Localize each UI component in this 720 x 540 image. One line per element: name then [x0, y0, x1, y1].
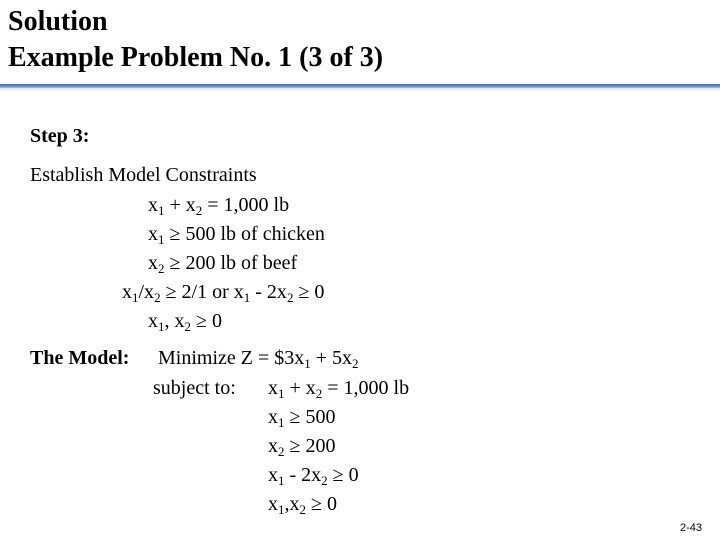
- constraint-1: $x_1 + x_2 = 1,000$ lb: [148, 194, 290, 218]
- model-constraint-2: $x_1 \ge 500$: [268, 406, 336, 430]
- slide-title: [8, 4, 383, 76]
- constraint-5: $x_1$, $x_2 \ge 0$: [148, 310, 222, 334]
- model-constraint-4: $x_1 - 2x_2 \ge 0$: [268, 464, 359, 488]
- title-line-1: Solution: [8, 6, 108, 37]
- model-objective: Minimize $Z = \$3x_1 + 5x_2$: [158, 347, 359, 371]
- title-line-2: Example Problem No. 1 (3 of 3): [8, 42, 384, 73]
- title-divider-shadow: [0, 88, 720, 92]
- model-constraint-5: $x_1,x_2 \ge 0$: [268, 493, 337, 517]
- constraint-2: $x_1 \ge 500$ lb of chicken: [148, 223, 325, 247]
- model-constraint-3: $x_2 \ge 200$: [268, 435, 336, 459]
- slide-number: 2-43: [679, 522, 702, 534]
- constraint-4: $x_1/x_2 \ge 2/1$ or $x_1 - 2x_2 \ge 0$: [122, 281, 325, 305]
- constraints-heading: Establish Model Constraints: [30, 164, 257, 186]
- step-label: Step 3:: [30, 125, 90, 147]
- model-constraint-1: $x_1 + x_2 = 1,000$ lb: [268, 377, 410, 401]
- model-label: The Model:: [30, 347, 130, 369]
- constraint-3: $x_2 \ge 200$ lb of beef: [148, 252, 298, 276]
- subject-to-label: subject to:: [153, 377, 236, 399]
